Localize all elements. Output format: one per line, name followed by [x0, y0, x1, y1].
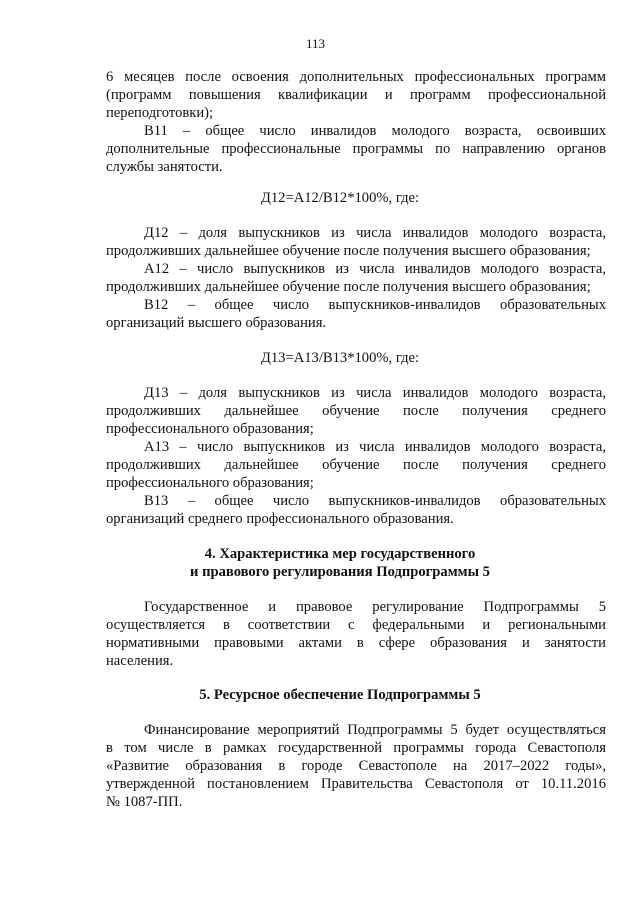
section-4-heading	[80, 545, 600, 581]
text-line: продолживших дальнейшее обучение после получения среднего	[106, 403, 606, 419]
text-line: Государственное и правовое регулирование Подпрограммы 5	[144, 599, 606, 615]
text-line: продолживших дальнейшее обучение после получения среднего	[106, 457, 606, 473]
text-line: организаций среднего профессионального образования.	[106, 511, 454, 527]
text-line: № 1087-ПП.	[106, 794, 183, 810]
text-line: В11 – общее число инвалидов молодого возраста, освоивших	[144, 123, 606, 139]
definition-b11	[106, 122, 606, 176]
text-line: осуществляется в соответствии с федеральными и региональными	[106, 617, 606, 633]
text-line: В13 – общее число выпускников-инвалидов образовательных	[144, 493, 606, 509]
text-line: В12 – общее число выпускников-инвалидов образовательных	[144, 297, 606, 313]
text-line: А13 – число выпускников из числа инвалидов молодого возраста,	[144, 439, 606, 455]
text-line: нормативными правовыми актами в сфере образования и занятости	[106, 635, 606, 651]
paragraph-continuation	[106, 68, 606, 122]
heading-line: 4. Характеристика мер государственного	[204, 546, 476, 562]
text-line: переподготовки);	[106, 105, 214, 121]
text-line: утвержденной постановлением Правительства Севастополя от 10.11.2016	[106, 776, 606, 792]
text-line: «Развитие образования в городе Севастополе на 2017–2022 годы»,	[106, 758, 606, 774]
page-number: 113	[305, 36, 326, 51]
text-line: 6 месяцев после освоения дополнительных профессиональных программ	[106, 69, 606, 85]
text-line: в том числе в рамках государственной программы города Севастополя	[106, 740, 606, 756]
text-line: продолживших дальнейшее обучение после получения высшего образования;	[106, 243, 591, 259]
section-4-text	[106, 598, 606, 670]
section-5-text	[106, 721, 606, 811]
text-line: профессионального образования;	[106, 475, 314, 491]
section-5-heading: 5. Ресурсное обеспечение Подпрограммы 5	[199, 687, 481, 703]
text-line: продолживших дальнейшее обучение после получения высшего образования;	[106, 279, 591, 295]
text-line: дополнительные профессиональные программы по направлению органов	[106, 141, 606, 157]
text-line: (программ повышения квалификации и программ профессиональной	[106, 87, 606, 103]
definition-d13	[106, 384, 606, 438]
text-line: населения.	[106, 653, 174, 669]
heading-line: и правового регулирования Подпрограммы 5	[190, 564, 490, 580]
definition-a12	[106, 260, 606, 296]
text-line: А12 – число выпускников из числа инвалидов молодого возраста,	[144, 261, 606, 277]
text-line: Д12 – доля выпускников из числа инвалидов молодого возраста,	[144, 225, 606, 241]
definition-b12	[106, 296, 606, 332]
definition-a13	[106, 438, 606, 492]
definition-d12	[106, 224, 606, 260]
text-line: Финансирование мероприятий Подпрограммы 5 будет осуществляться	[144, 722, 606, 738]
formula-d13: Д13=А13/В13*100%, где:	[260, 350, 420, 366]
text-line: организаций высшего образования.	[106, 315, 327, 331]
definition-b13	[106, 492, 606, 528]
text-line: службы занятости.	[106, 159, 223, 175]
formula-d12: Д12=А12/В12*100%, где:	[260, 190, 420, 206]
text-line: профессионального образования;	[106, 421, 314, 437]
text-line: Д13 – доля выпускников из числа инвалидов молодого возраста,	[144, 385, 606, 401]
